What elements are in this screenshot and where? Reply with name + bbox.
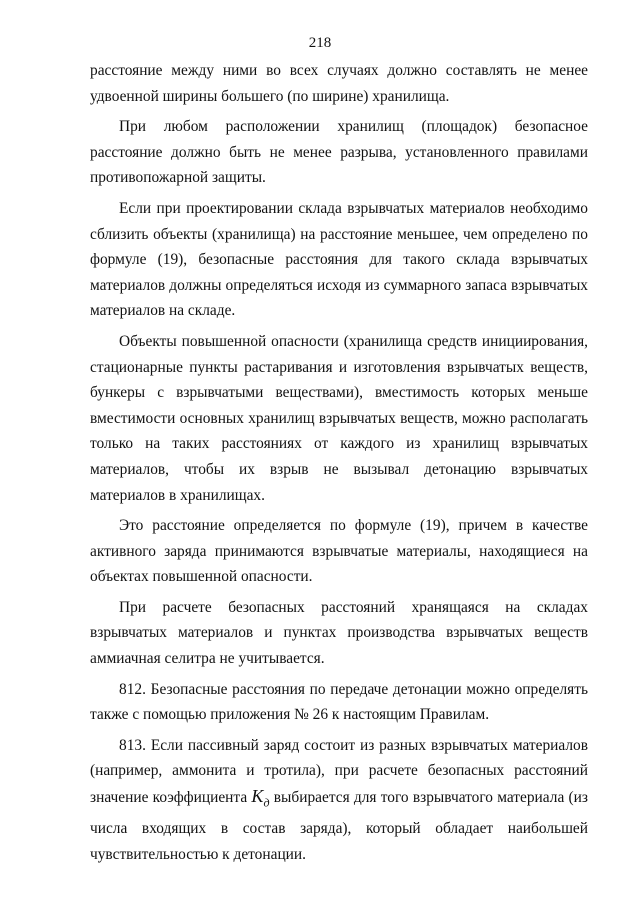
page-number: 218 [308, 35, 332, 51]
paragraph-continuation: расстояние между ними во всех случаях должно составлять не менее удвоенной ширины большего (по ширине) хранилища. [90, 62, 588, 105]
paragraph-813-start: 813. Если пассивный заряд состоит из разных взрывчатых материалов (например, аммонита и тротила), при расчете безопасных расстояний значение коэффициента [90, 736, 588, 807]
document-body [90, 58, 588, 872]
paragraph-813 [90, 733, 588, 868]
paragraph-safety-distance: При любом расположении хранилищ (площадок) безопасное расстояние должно быть не менее разрыва, установленного правилами противопожарной защиты. [90, 118, 588, 187]
coefficient-symbol: $K_д$ [251, 786, 270, 810]
paragraph-formula-reference: Это расстояние определяется по формуле (19), причем в качестве активного заряда принимаются взрывчатые материалы, находящиеся на объектах повышенной опасности. [90, 517, 588, 586]
paragraph-813-end: выбирается для того взрывчатого материала (из числа входящих в состав заряда), который обладает наибольшей чувствительностью к детонации. [90, 789, 588, 863]
paragraph-high-risk-objects: Объекты повышенной опасности (хранилища средств инициирования, стационарные пункты растаривания и изготовления взрывчатых веществ, бункеры с взрывчатыми веществами), вместимость которых меньше вместимости основных хранилищ взрывчатых веществ, можно располагать только на таких расстояниях от каждого из хранилищ взрывчатых материалов, чтобы их взрыв не вызывал детонацию взрывчатых материалов в хранилищах. [90, 332, 588, 504]
paragraph-ammonium-nitrate: При расчете безопасных расстояний хранящаяся на складах взрывчатых материалов и пунктах производства взрывчатых веществ аммиачная селитра не учитывается. [90, 598, 588, 668]
coefficient-subscript: д [263, 795, 270, 810]
paragraph-812: 812. Безопасные расстояния по передаче детонации можно определять также с помощью приложения № 26 к настоящим Правилам. [90, 680, 588, 724]
paragraph-warehouse-design: Если при проектировании склада взрывчатых материалов необходимо сблизить объекты (хранилища) на расстояние меньшее, чем определено по формуле (19), безопасные расстояния для такого склада взрывчатых материалов должны определяться исходя из суммарного запаса взрывчатых материалов на складе. [90, 199, 588, 320]
